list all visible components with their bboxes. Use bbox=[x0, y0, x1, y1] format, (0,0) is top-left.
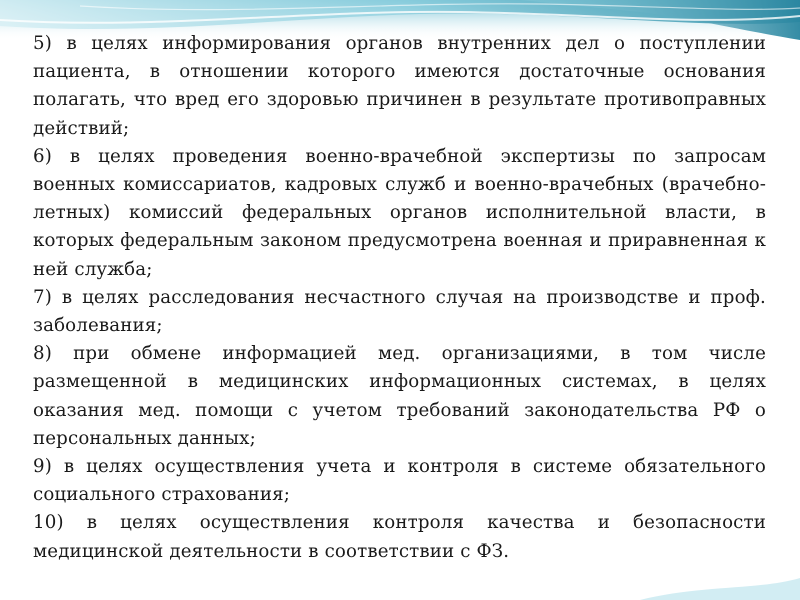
paragraph-item-8: 8) при обмене информацией мед. организациями, в том числе размещенной в медицинских информационных системах, в целях оказания мед. помощи с учетом требований законодательства РФ о персональных данных; bbox=[33, 343, 766, 449]
paragraph-item-9: 9) в целях осуществления учета и контроля в системе обязательного социального страхования; bbox=[33, 456, 766, 506]
document-body bbox=[33, 30, 766, 566]
paragraph-item-7: 7) в целях расследования несчастного случая на производстве и проф. заболевания; bbox=[33, 286, 766, 337]
paragraph-item-5: 5) в целях информирования органов внутренних дел о поступлении пациента, в отношении которого имеются достаточные основания полагать, что вред его здоровью причинен в результате противоправных действий; bbox=[33, 33, 766, 139]
paragraph-item-6: 6) в целях проведения военно-врачебной экспертизы по запросам военных комиссариатов, кадровых служб и военно-врачебных (врачебно-летных) комиссий федеральных органов исполнительной власти, в которых федеральным законом предусмотрена военная и приравненная к ней служба; bbox=[33, 145, 766, 280]
paragraph-item-10: 10) в целях осуществления контроля качества и безопасности медицинской деятельности в соответствии с ФЗ. bbox=[33, 512, 766, 562]
